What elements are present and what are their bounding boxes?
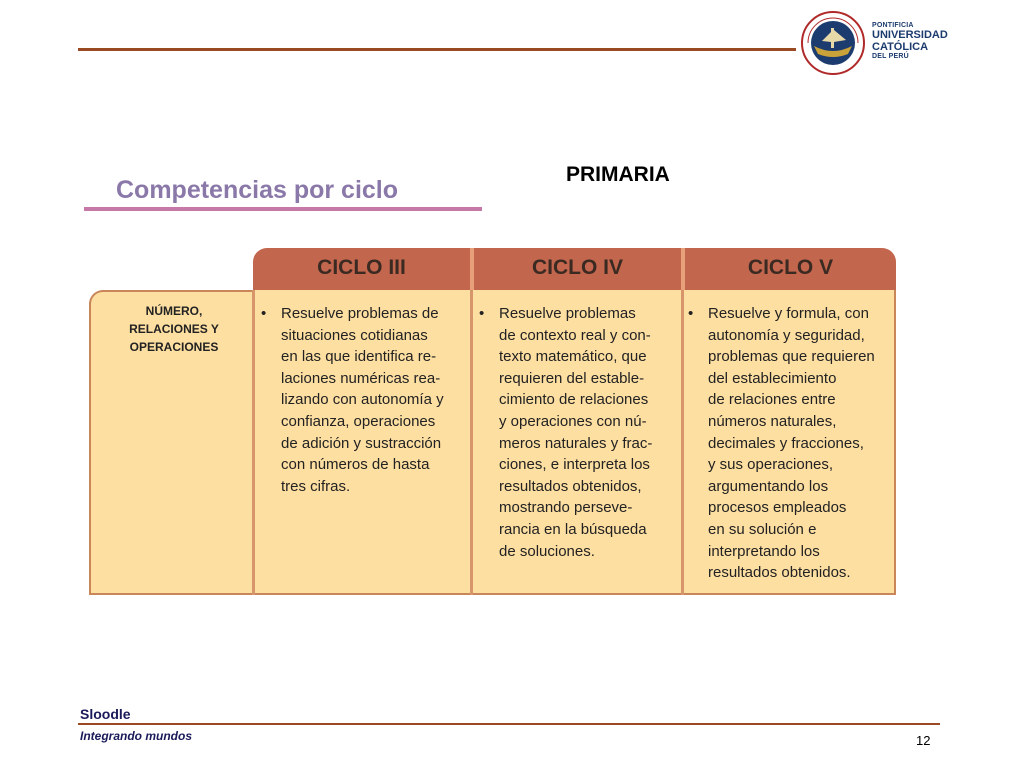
seal-icon [800, 10, 866, 76]
footer-rule [78, 723, 940, 725]
footer-tagline: Integrando mundos [80, 729, 192, 743]
column-divider [681, 290, 684, 595]
section-title-underline [84, 207, 482, 211]
header-rule [78, 48, 796, 51]
column-header-ciclo-iii: CICLO III [317, 256, 406, 279]
logo-line-catolica: CATÓLICA [872, 41, 929, 53]
logo-line-pontificia: PONTIFICIA [872, 22, 914, 29]
bullet-icon: • [479, 305, 485, 322]
bullet-icon: • [688, 305, 694, 322]
footer-brand: Sloodle [80, 706, 131, 722]
cell-text: Resuelve problemas de contexto real y con- texto matemático, que requieren del estable- cimiento de relaciones y operaciones con nú- meros naturales y frac- ciones, e interpreta los resultados obtenidos, mostrando perseve- rancia en la búsqueda de soluciones. [499, 305, 653, 560]
table-cell-ciclo-iv [479, 303, 679, 562]
column-header-ciclo-v: CICLO V [747, 256, 834, 279]
logo-line-universidad: UNIVERSIDAD [872, 29, 948, 41]
row-label: NÚMERO, RELACIONES Y OPERACIONES [129, 304, 219, 354]
bullet-icon: • [261, 305, 267, 322]
column-divider [470, 290, 473, 595]
column-header-ciclo-iv: CICLO IV [531, 256, 623, 279]
page-heading: PRIMARIA [566, 163, 670, 186]
cell-text: Resuelve problemas de situaciones cotidianas en las que identifica re- laciones numéricas rea- lizando con autonomía y confianza, operaciones de adición y sustracción con números de hasta tres cifras. [281, 305, 444, 495]
section-title: Competencias por ciclo [116, 176, 399, 204]
cell-text: Resuelve y formula, con autonomía y seguridad, problemas que requieren del establecimiento de relaciones entre números naturales, decimales y fracciones, y sus operaciones, argumentando los procesos empleados en su solución e interpretando los resultados obtenidos. [708, 305, 875, 582]
page-number: 12 [916, 733, 931, 748]
column-divider [252, 290, 255, 595]
university-logo [800, 10, 960, 80]
logo-line-del-peru: DEL PERÚ [872, 53, 909, 60]
table-cell-ciclo-v [688, 303, 892, 584]
table-cell-ciclo-iii [261, 303, 467, 497]
